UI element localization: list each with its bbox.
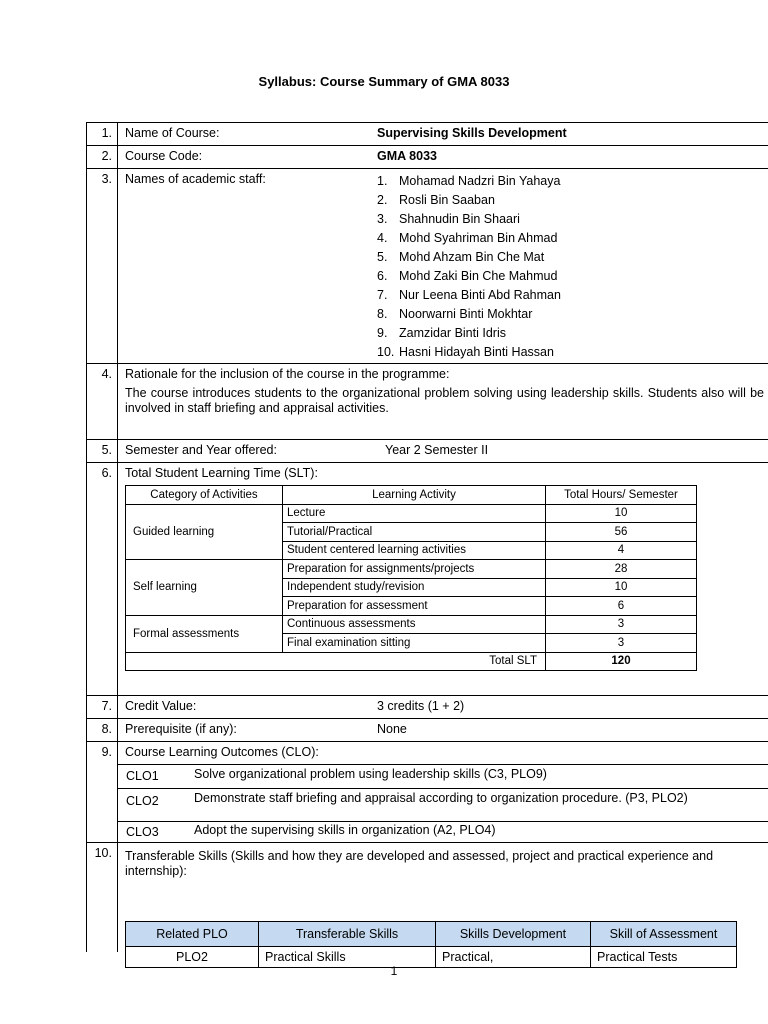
staff-item	[377, 210, 561, 229]
slt-hours: 3	[546, 634, 697, 653]
slt-total-label: Total SLT	[126, 652, 546, 671]
clo-text: Adopt the supervising skills in organization (A2, PLO4)	[194, 823, 496, 837]
slt-hours: 6	[546, 597, 697, 616]
slt-header: Total Hours/ Semester	[546, 486, 697, 505]
transferable-skills-label: Transferable Skills (Skills and how they are developed and assessed, project and practical experience and internship):	[125, 849, 714, 878]
staff-number: 4.	[377, 231, 388, 245]
ts-cell: Practical Skills	[259, 947, 436, 968]
staff-item	[377, 229, 561, 248]
staff-number: 1.	[377, 174, 388, 188]
slt-activity: Preparation for assignments/projects	[283, 560, 546, 579]
staff-item	[377, 286, 561, 305]
slt-category: Formal assessments	[126, 615, 283, 652]
semester-row	[86, 439, 768, 463]
slt-hours: 10	[546, 578, 697, 597]
slt-header: Learning Activity	[283, 486, 546, 505]
staff-name: Shahnudin Bin Shaari	[399, 212, 520, 226]
staff-item	[377, 305, 561, 324]
academic-staff-label: Names of academic staff:	[125, 172, 266, 186]
clo-label: Course Learning Outcomes (CLO):	[125, 745, 319, 759]
slt-hours: 28	[546, 560, 697, 579]
ts-cell: Practical,	[436, 947, 591, 968]
staff-name: Zamzidar Binti Idris	[399, 326, 506, 340]
staff-number: 8.	[377, 307, 388, 321]
row-number: 1.	[87, 123, 118, 145]
staff-number: 5.	[377, 250, 388, 264]
row-number: 7.	[87, 696, 118, 718]
course-code-value: GMA 8033	[377, 149, 437, 163]
clo-text: Demonstrate staff briefing and appraisal according to organization procedure. (P3, PLO2)	[194, 791, 688, 805]
staff-item	[377, 343, 561, 362]
course-name-label: Name of Course:	[125, 126, 220, 140]
slt-activity: Student centered learning activities	[283, 541, 546, 560]
rationale-label: Rationale for the inclusion of the course in the programme:	[125, 367, 450, 381]
slt-category: Self learning	[126, 560, 283, 616]
staff-item	[377, 248, 561, 267]
staff-item	[377, 172, 561, 191]
course-code-label: Course Code:	[125, 149, 203, 163]
course-code-row	[86, 145, 768, 169]
slt-hours: 4	[546, 541, 697, 560]
slt-activity: Independent study/revision	[283, 578, 546, 597]
slt-row	[86, 462, 768, 696]
clo-code: CLO3	[126, 825, 159, 839]
clo-text: Solve organizational problem using leadership skills (C3, PLO9)	[194, 767, 547, 781]
ts-header: Transferable Skills	[259, 922, 436, 947]
prerequisite-label: Prerequisite (if any):	[125, 722, 237, 736]
staff-name: Noorwarni Binti Mokhtar	[399, 307, 533, 321]
credit-row	[86, 695, 768, 719]
document-title: Syllabus: Course Summary of GMA 8033	[258, 74, 510, 89]
slt-hours: 10	[546, 504, 697, 523]
slt-table	[125, 485, 697, 671]
row-number: 4.	[87, 364, 118, 439]
slt-activity: Final examination sitting	[283, 634, 546, 653]
slt-activity: Tutorial/Practical	[283, 523, 546, 542]
clo-row	[86, 741, 768, 843]
slt-header: Category of Activities	[126, 486, 283, 505]
staff-item	[377, 191, 561, 210]
staff-number: 3.	[377, 212, 388, 226]
clo-item	[118, 788, 768, 822]
slt-hours: 3	[546, 615, 697, 634]
prerequisite-row	[86, 718, 768, 742]
staff-name: Nur Leena Binti Abd Rahman	[399, 288, 561, 302]
slt-activity: Continuous assessments	[283, 615, 546, 634]
staff-number: 7.	[377, 288, 388, 302]
course-name-row	[86, 122, 768, 146]
staff-number: 9.	[377, 326, 388, 340]
course-name-value: Supervising Skills Development	[377, 126, 567, 140]
clo-code: CLO1	[126, 769, 159, 783]
ts-header: Skills Development	[436, 922, 591, 947]
slt-hours: 56	[546, 523, 697, 542]
slt-category: Guided learning	[126, 504, 283, 560]
slt-activity: Preparation for assessment	[283, 597, 546, 616]
row-number: 2.	[87, 146, 118, 168]
transferable-skills-table	[125, 921, 737, 968]
semester-label: Semester and Year offered:	[125, 443, 277, 457]
staff-number: 10.	[377, 345, 395, 359]
ts-cell: PLO2	[126, 947, 259, 968]
row-number: 8.	[87, 719, 118, 741]
table-row	[126, 615, 697, 634]
clo-item	[118, 821, 768, 844]
row-number: 10.	[87, 843, 118, 952]
slt-total-value: 120	[546, 652, 697, 671]
credit-value: 3 credits (1 + 2)	[377, 699, 465, 713]
clo-item	[118, 764, 768, 789]
academic-staff-row	[86, 168, 768, 364]
rationale-row	[86, 363, 768, 440]
staff-item	[377, 267, 561, 286]
page-number: 1	[390, 964, 398, 978]
row-number: 9.	[87, 742, 118, 842]
staff-name: Mohamad Nadzri Bin Yahaya	[399, 174, 561, 188]
staff-name: Rosli Bin Saaban	[399, 193, 495, 207]
staff-number: 2.	[377, 193, 388, 207]
staff-item	[377, 324, 561, 343]
slt-label: Total Student Learning Time (SLT):	[125, 466, 318, 480]
ts-header: Related PLO	[126, 922, 259, 947]
staff-name: Mohd Syahriman Bin Ahmad	[399, 231, 558, 245]
clo-code: CLO2	[126, 794, 159, 808]
transferable-skills-row	[86, 842, 768, 964]
staff-name: Mohd Zaki Bin Che Mahmud	[399, 269, 558, 283]
row-number: 3.	[87, 169, 118, 363]
slt-total-row	[126, 652, 697, 671]
staff-name: Mohd Ahzam Bin Che Mat	[399, 250, 545, 264]
staff-number: 6.	[377, 269, 388, 283]
staff-list	[377, 172, 561, 362]
credit-label: Credit Value:	[125, 699, 197, 713]
rationale-text: The course introduces students to the organizational problem solving using leadership skills. Students also will be involved in staff briefing and appraisal activities.	[125, 386, 764, 415]
table-row	[126, 504, 697, 523]
slt-activity: Lecture	[283, 504, 546, 523]
staff-name: Hasni Hidayah Binti Hassan	[399, 345, 554, 359]
table-row	[126, 560, 697, 579]
ts-header: Skill of Assessment	[591, 922, 737, 947]
row-number: 6.	[87, 463, 118, 695]
prerequisite-value: None	[377, 722, 407, 736]
row-number: 5.	[87, 440, 118, 462]
ts-cell: Practical Tests	[591, 947, 737, 968]
semester-value: Year 2 Semester II	[385, 443, 489, 457]
